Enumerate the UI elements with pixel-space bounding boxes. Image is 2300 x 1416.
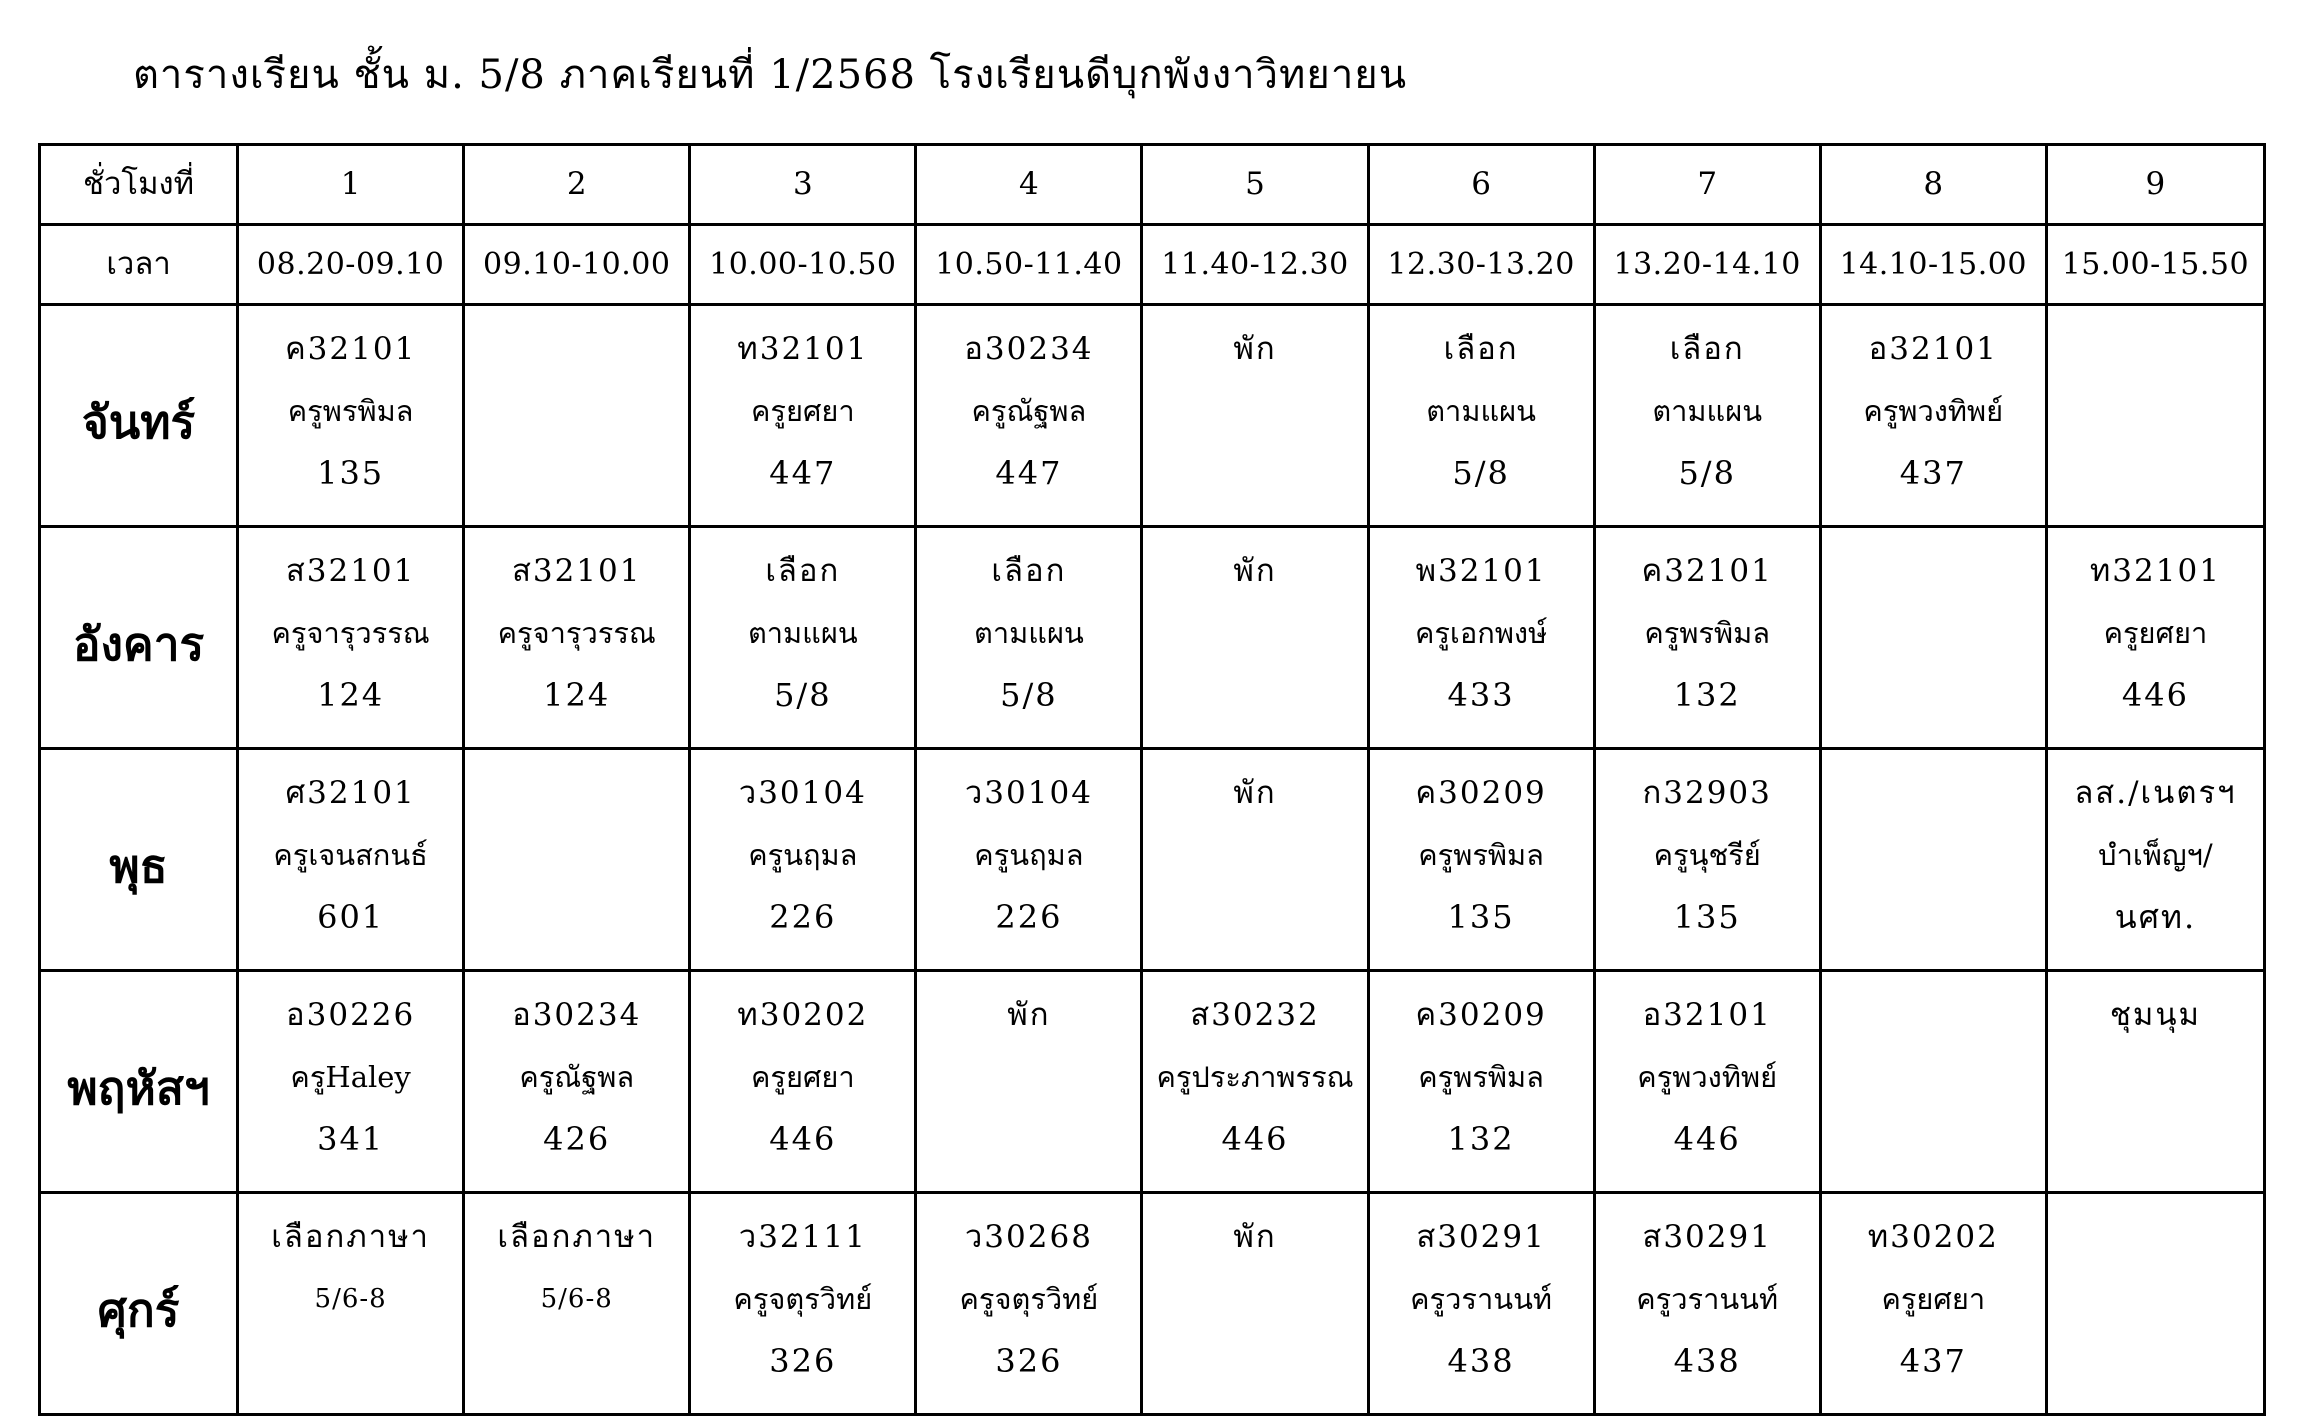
- room-number: 446: [769, 1120, 837, 1158]
- schedule-cell: [238, 971, 464, 1193]
- teacher-name: ครูประภาพรรณ: [1156, 1060, 1354, 1094]
- day-row: [40, 971, 2265, 1193]
- time-slot: 12.30-13.20: [1368, 225, 1594, 305]
- room-number: 437: [1899, 454, 1967, 492]
- time-slot: 10.00-10.50: [690, 225, 916, 305]
- teacher-name: ครูพรพิมล: [1418, 838, 1544, 872]
- room-number: 135: [317, 454, 385, 492]
- room-number: 341: [317, 1120, 385, 1158]
- teacher-name: ครูยศยา: [750, 1060, 855, 1094]
- class-group: 5/6-8: [314, 1284, 387, 1314]
- empty-cell: [2046, 305, 2264, 527]
- teacher-name: ครูHaley: [290, 1060, 411, 1094]
- room-number: 135: [1673, 898, 1741, 936]
- room-number: 447: [995, 454, 1063, 492]
- room-number: 124: [317, 676, 385, 714]
- page-title: [0, 42, 2300, 106]
- subject-code: เลือก: [1669, 331, 1745, 367]
- room-number: 5/8: [774, 676, 832, 714]
- schedule-cell: [1368, 749, 1594, 971]
- room-number: 437: [1899, 1342, 1967, 1380]
- room-number: 226: [769, 898, 837, 936]
- teacher-name: ครูณัฐพล: [971, 394, 1087, 428]
- empty-cell: [1820, 749, 2046, 971]
- period-number: 8: [1820, 145, 2046, 225]
- room-number: 5/8: [1678, 454, 1736, 492]
- subject-code: อ32101: [1642, 997, 1772, 1033]
- subject-code: ท30202: [1867, 1219, 1999, 1255]
- teacher-name: ครูนฤมล: [748, 838, 858, 872]
- subject-code: เลือก: [1443, 331, 1519, 367]
- subject-code: ค30209: [1415, 997, 1547, 1033]
- subject-code: ว32111: [738, 1219, 867, 1255]
- period-number: 1: [238, 145, 464, 225]
- teacher-name: ครูจารุวรรณ: [271, 616, 430, 650]
- empty-cell: [2046, 1193, 2264, 1415]
- time-slot: 15.00-15.50: [2046, 225, 2264, 305]
- teacher-name: ครูพวงทิพย์: [1637, 1060, 1778, 1094]
- teacher-name: ครูนฤมล: [974, 838, 1084, 872]
- day-name: จันทร์: [40, 305, 238, 527]
- subject-code: ศ32101: [285, 775, 416, 811]
- time-slot: 14.10-15.00: [1820, 225, 2046, 305]
- teacher-name: ครูยศยา: [750, 394, 855, 428]
- room-number: 438: [1447, 1342, 1515, 1380]
- subject-code: เลือกภาษา: [271, 1219, 430, 1255]
- schedule-cell: [916, 749, 1142, 971]
- teacher-name: ครูพรพิมล: [1644, 616, 1771, 650]
- empty-cell: [464, 305, 690, 527]
- subject-code: ส30291: [1642, 1219, 1772, 1255]
- teacher-name: ครูจารุวรรณ: [497, 616, 656, 650]
- schedule-cell: [916, 305, 1142, 527]
- schedule-cell: [464, 527, 690, 749]
- subject-code: อ32101: [1868, 331, 1998, 367]
- teacher-name: ครูเจนสกนธ์: [273, 838, 428, 872]
- schedule-cell: [690, 305, 916, 527]
- schedule-cell: [2046, 971, 2264, 1193]
- teacher-name: ครูวรานนท์: [1636, 1282, 1779, 1316]
- period-number: 9: [2046, 145, 2264, 225]
- room-number: 426: [543, 1120, 611, 1158]
- subject-code: พ32101: [1415, 553, 1547, 589]
- teacher-name: ครูวรานนท์: [1410, 1282, 1553, 1316]
- cell-note: พัก: [1007, 997, 1051, 1033]
- schedule-cell: [238, 749, 464, 971]
- subject-code: ก32903: [1642, 775, 1772, 811]
- empty-cell: [1820, 971, 2046, 1193]
- schedule-cell: [464, 1193, 690, 1415]
- subject-code: เลือกภาษา: [497, 1219, 657, 1255]
- schedule-cell: [238, 305, 464, 527]
- room-number: 446: [1673, 1120, 1741, 1158]
- subject-code: ค30209: [1415, 775, 1547, 811]
- schedule-cell: [2046, 527, 2264, 749]
- schedule-cell: [1594, 527, 1820, 749]
- schedule-cell: [1594, 305, 1820, 527]
- period-header-row: [40, 145, 2265, 225]
- subject-code: ส32101: [511, 553, 642, 589]
- cell-note: พัก: [1233, 1219, 1277, 1255]
- subject-code: ท30202: [737, 997, 869, 1033]
- room-number: 135: [1447, 898, 1515, 936]
- schedule-cell: [238, 1193, 464, 1415]
- subject-code: ลส./เนตรฯ: [2074, 775, 2237, 811]
- empty-cell: [464, 749, 690, 971]
- room-number: 446: [2121, 676, 2189, 714]
- time-label: เวลา: [40, 225, 238, 305]
- schedule-cell: [1368, 527, 1594, 749]
- schedule-cell: [238, 527, 464, 749]
- day-name: พุธ: [40, 749, 238, 971]
- schedule-cell: [1142, 527, 1368, 749]
- subject-code: ส30291: [1416, 1219, 1546, 1255]
- time-header-row: [40, 225, 2265, 305]
- schedule-cell: [1368, 1193, 1594, 1415]
- subject-code: อ30226: [286, 997, 416, 1033]
- schedule-cell: [690, 1193, 916, 1415]
- time-slot: 08.20-09.10: [238, 225, 464, 305]
- room-number: 601: [317, 898, 385, 936]
- time-slot: 11.40-12.30: [1142, 225, 1368, 305]
- schedule-cell: [1142, 1193, 1368, 1415]
- teacher-name: ครูณัฐพล: [519, 1060, 635, 1094]
- room-number: 447: [769, 454, 837, 492]
- schedule-cell: [690, 527, 916, 749]
- schedule-cell: [1594, 749, 1820, 971]
- subject-code: อ30234: [512, 997, 642, 1033]
- period-number: 4: [916, 145, 1142, 225]
- period-number: 3: [690, 145, 916, 225]
- cell-note: พัก: [1233, 553, 1277, 589]
- schedule-cell: [690, 749, 916, 971]
- schedule-cell: [1820, 1193, 2046, 1415]
- room-number: 326: [995, 1342, 1063, 1380]
- teacher-name: ครูยศยา: [2103, 616, 2208, 650]
- room-number: 124: [543, 676, 611, 714]
- subject-code: ท32101: [2089, 553, 2221, 589]
- day-name: ศุกร์: [40, 1193, 238, 1415]
- subject-code: ท32101: [737, 331, 869, 367]
- room-number: 5/8: [1000, 676, 1058, 714]
- schedule-cell: [1368, 971, 1594, 1193]
- room-number: 132: [1447, 1120, 1515, 1158]
- subject-code: ว30104: [738, 775, 867, 811]
- schedule-cell: [464, 971, 690, 1193]
- subject-code: เลือก: [991, 553, 1067, 589]
- subject-code: เลือก: [765, 553, 841, 589]
- period-label: ชั่วโมงที่: [40, 145, 238, 225]
- schedule-cell: [916, 527, 1142, 749]
- schedule-cell: [1368, 305, 1594, 527]
- cell-note: ชุมนุม: [2109, 997, 2201, 1033]
- schedule-cell: [1142, 749, 1368, 971]
- day-row: [40, 1193, 2265, 1415]
- room-number: นศท.: [2114, 898, 2197, 936]
- day-row: [40, 749, 2265, 971]
- schedule-cell: [1820, 305, 2046, 527]
- schedule-cell: [916, 1193, 1142, 1415]
- schedule-cell: [1142, 971, 1368, 1193]
- period-number: 6: [1368, 145, 1594, 225]
- schedule-cell: [1594, 971, 1820, 1193]
- room-number: 226: [995, 898, 1063, 936]
- teacher-name: ครูเอกพงษ์: [1414, 616, 1548, 650]
- room-number: 132: [1673, 676, 1741, 714]
- room-number: 5/8: [1452, 454, 1510, 492]
- teacher-name: ครูยศยา: [1881, 1282, 1986, 1316]
- cell-note: พัก: [1233, 775, 1277, 811]
- period-number: 2: [464, 145, 690, 225]
- subject-code: ส30232: [1190, 997, 1320, 1033]
- room-number: 433: [1447, 676, 1515, 714]
- teacher-name: ครูพวงทิพย์: [1863, 394, 2004, 428]
- teacher-name: ตามแผน: [974, 616, 1084, 650]
- schedule-cell: [1142, 305, 1368, 527]
- subject-code: อ30234: [964, 331, 1094, 367]
- subject-code: ว30268: [964, 1219, 1093, 1255]
- subject-code: ค32101: [1641, 553, 1773, 589]
- period-number: 7: [1594, 145, 1820, 225]
- title-text: ตารางเรียน ชั้น ม. 5/8 ภาคเรียนที่ 1/2568 โรงเรียนดีบุกพังงาวิทยายน: [132, 52, 1408, 98]
- time-slot: 13.20-14.10: [1594, 225, 1820, 305]
- teacher-name: ครูพรพิมล: [1418, 1060, 1544, 1094]
- schedule-cell: [2046, 749, 2264, 971]
- time-slot: 09.10-10.00: [464, 225, 690, 305]
- room-number: 446: [1221, 1120, 1289, 1158]
- teacher-name: ครูจตุรวิทย์: [733, 1282, 873, 1316]
- teacher-name: ครูพรพิมล: [287, 394, 414, 428]
- period-number: 5: [1142, 145, 1368, 225]
- day-name: พฤหัสฯ: [40, 971, 238, 1193]
- subject-code: ค32101: [284, 331, 417, 367]
- teacher-name: ครูจตุรวิทย์: [959, 1282, 1099, 1316]
- day-row: [40, 527, 2265, 749]
- teacher-name: ตามแผน: [1426, 394, 1536, 428]
- schedule-cell: [690, 971, 916, 1193]
- schedule-cell: [916, 971, 1142, 1193]
- subject-code: ว30104: [964, 775, 1093, 811]
- time-slot: 10.50-11.40: [916, 225, 1142, 305]
- day-name: อังคาร: [40, 527, 238, 749]
- teacher-name: บำเพ็ญฯ/: [2098, 838, 2213, 872]
- teacher-name: ตามแผน: [1652, 394, 1763, 428]
- empty-cell: [1820, 527, 2046, 749]
- subject-code: ส32101: [285, 553, 416, 589]
- class-group: 5/6-8: [540, 1284, 613, 1314]
- teacher-name: ตามแผน: [747, 616, 858, 650]
- room-number: 326: [769, 1342, 837, 1380]
- room-number: 438: [1673, 1342, 1741, 1380]
- teacher-name: ครูนุชรีย์: [1653, 838, 1761, 872]
- day-row: [40, 305, 2265, 527]
- schedule-cell: [1594, 1193, 1820, 1415]
- cell-note: พัก: [1233, 331, 1277, 367]
- schedule-table: [38, 143, 2266, 1416]
